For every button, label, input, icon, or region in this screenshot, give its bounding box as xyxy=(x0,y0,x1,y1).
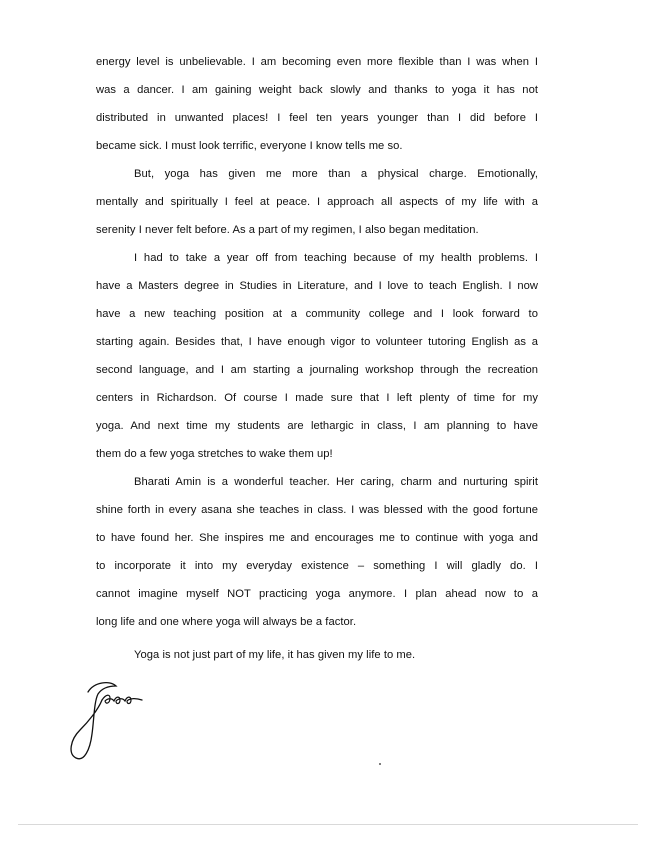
page-bottom-divider xyxy=(18,824,638,825)
text-line: to incorporate it into my everyday existence – something I will gladly do. I xyxy=(96,560,538,572)
text-line: mentally and spiritually I feel at peace. I approach all aspects of my life with a xyxy=(96,196,538,208)
text-line: have a new teaching position at a community college and I look forward to xyxy=(96,308,538,320)
text-line: have a Masters degree in Studies in Literature, and I love to teach English. I now xyxy=(96,280,538,292)
handwritten-signature xyxy=(64,670,174,770)
text-line: to have found her. She inspires me and encourages me to continue with yoga and xyxy=(96,532,538,544)
text-line: centers in Richardson. Of course I made sure that I left plenty of time for my xyxy=(96,392,538,404)
text-line: yoga. And next time my students are lethargic in class, I am planning to have xyxy=(96,420,538,432)
text-line: distributed in unwanted places! I feel ten years younger than I did before I xyxy=(96,112,538,124)
scan-speck xyxy=(379,763,381,765)
text-line: became sick. I must look terrific, everyone I know tells me so. xyxy=(96,140,403,152)
text-line: second language, and I am starting a journaling workshop through the recreation xyxy=(96,364,538,376)
paragraph-first-line: I had to take a year off from teaching because of my health problems. I xyxy=(134,252,538,264)
text-line: shine forth in every asana she teaches in class. I was blessed with the good fortune xyxy=(96,504,538,516)
text-line: them do a few yoga stretches to wake them up! xyxy=(96,448,333,460)
text-line: serenity I never felt before. As a part of my regimen, I also began meditation. xyxy=(96,224,479,236)
text-line: starting again. Besides that, I have enough vigor to volunteer tutoring English as a xyxy=(96,336,538,348)
text-line: was a dancer. I am gaining weight back slowly and thanks to yoga it has not xyxy=(96,84,538,96)
text-line: long life and one where yoga will always be a factor. xyxy=(96,616,357,628)
paragraph-first-line: But, yoga has given me more than a physical charge. Emotionally, xyxy=(134,168,538,180)
closing-line: Yoga is not just part of my life, it has given my life to me. xyxy=(134,649,416,661)
text-line: energy level is unbelievable. I am becoming even more flexible than I was when I xyxy=(96,56,538,68)
text-line: cannot imagine myself NOT practicing yoga anymore. I plan ahead now to a xyxy=(96,588,538,600)
paragraph-first-line: Bharati Amin is a wonderful teacher. Her caring, charm and nurturing spirit xyxy=(134,476,538,488)
